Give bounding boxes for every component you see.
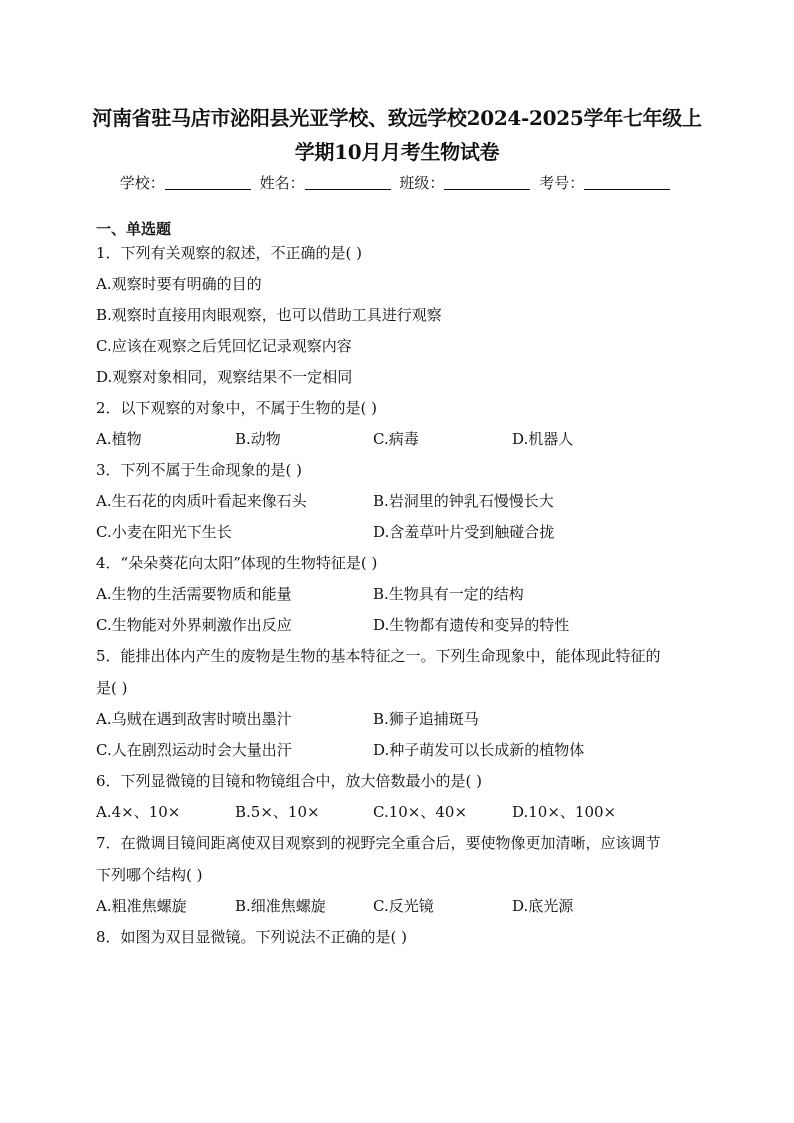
school-blank[interactable] [165,175,251,190]
q6-option-a: A.4×、10× [96,803,181,821]
school-label: 学校： [119,174,165,192]
class-blank[interactable] [444,175,530,190]
q5-option-c: C.人在剧烈运动时会大量出汗 [96,741,292,759]
name-label: 姓名： [259,174,305,192]
q1-option-d: D.观察对象相同，观察结果不一定相同 [96,368,353,386]
q3-stem: 3．下列不属于生命现象的是( ) [96,461,303,479]
exam-number-blank[interactable] [584,175,670,190]
q6-option-b: B.5×、10× [235,803,320,821]
q8-stem: 8．如图为双目显微镜。下列说法不正确的是( ) [96,928,408,946]
q7-option-a: A.粗准焦螺旋 [96,897,187,915]
name-blank[interactable] [305,175,391,190]
q4-option-a: A.生物的生活需要物质和能量 [96,585,292,603]
exam-title-line2: 学期10月月考生物试卷 [294,140,500,164]
q2-stem: 2．以下观察的对象中，不属于生物的是( ) [96,399,378,417]
q5-stem-line1: 5．能排出体内产生的废物是生物的基本特征之一。下列生命现象中，能体现此特征的 [96,647,661,665]
q7-option-d: D.底光源 [512,897,574,915]
q2-option-d: D.机器人 [512,430,574,448]
q5-stem-line2: 是( ) [96,679,128,697]
q3-option-a: A.生石花的肉质叶看起来像石头 [96,492,307,510]
student-info-line [60,172,734,193]
q7-option-c: C.反光镜 [373,897,434,915]
q1-option-b: B.观察时直接用肉眼观察，也可以借助工具进行观察 [96,306,442,324]
class-label: 班级： [399,174,445,192]
q7-stem-line2: 下列哪个结构( ) [96,866,203,884]
exam-number-label: 考号： [539,174,585,192]
q2-option-c: C.病毒 [373,430,419,448]
q4-option-d: D.生物都有遗传和变异的特性 [373,616,570,634]
q4-option-c: C.生物能对外界刺激作出反应 [96,616,292,634]
q3-option-d: D.含羞草叶片受到触碰合拢 [373,523,555,541]
q4-option-b: B.生物具有一定的结构 [373,585,524,603]
q6-option-d: D.10×、100× [512,803,617,821]
q5-option-b: B.狮子追捕斑马 [373,710,479,728]
q4-stem: 4．“朵朵葵花向太阳”体现的生物特征是( ) [96,554,378,572]
q1-option-c: C.应该在观察之后凭回忆记录观察内容 [96,337,352,355]
q7-option-b: B.细准焦螺旋 [235,897,326,915]
q2-option-b: B.动物 [235,430,281,448]
q2-option-a: A.植物 [96,430,142,448]
q1-option-a: A.观察时要有明确的目的 [96,275,262,293]
q3-option-b: B.岩洞里的钟乳石慢慢长大 [373,492,554,510]
q6-stem: 6．下列显微镜的目镜和物镜组合中，放大倍数最小的是( ) [96,772,483,790]
q7-stem-line1: 7．在微调目镜间距离使双目观察到的视野完全重合后，要使物像更加清晰，应该调节 [96,834,661,852]
q5-option-a: A.乌贼在遇到敌害时喷出墨汁 [96,710,292,728]
q6-option-c: C.10×、40× [373,803,468,821]
q3-option-c: C.小麦在阳光下生长 [96,523,232,541]
q1-stem: 1．下列有关观察的叙述，不正确的是( ) [96,244,363,262]
exam-title-line1: 河南省驻马店市泌阳县光亚学校、致远学校2024-2025学年七年级上 [92,106,702,130]
section-title: 一、单选题 [96,220,172,238]
q5-option-d: D.种子萌发可以长成新的植物体 [373,741,585,759]
